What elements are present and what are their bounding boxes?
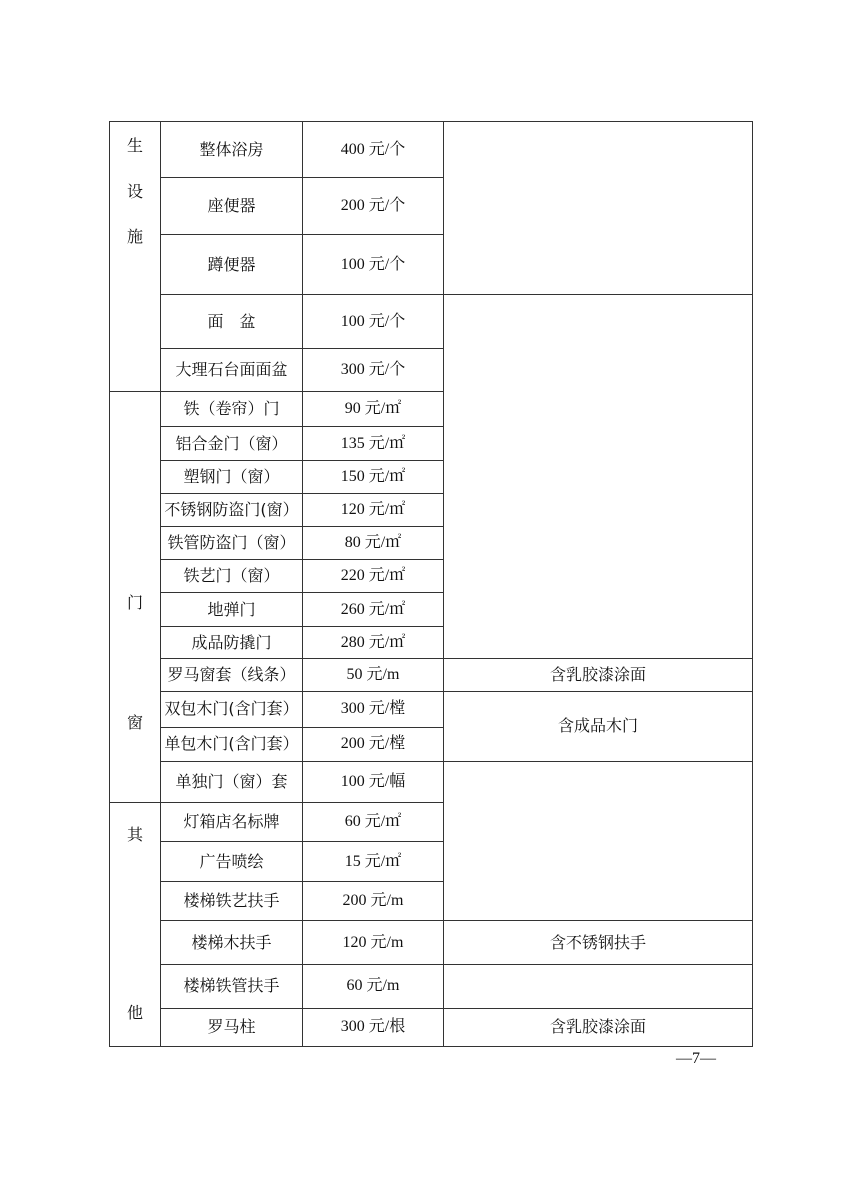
item-name: 罗马窗套（线条）	[161, 659, 303, 692]
item-price: 15 元/㎡	[303, 842, 444, 882]
item-name: 整体浴房	[161, 122, 303, 178]
category-char: 门	[126, 593, 143, 612]
item-price: 100 元/幅	[303, 761, 444, 803]
item-price: 150 元/㎡	[303, 461, 444, 494]
item-name: 铝合金门（窗）	[161, 427, 303, 461]
category-cell-other	[110, 803, 161, 1047]
item-price: 100 元/个	[303, 235, 444, 295]
table-row	[110, 964, 753, 1008]
item-note: 含不锈钢扶手	[444, 921, 753, 964]
item-name: 地弹门	[161, 593, 303, 627]
item-name: 双包木门(含门套）	[161, 692, 303, 728]
item-price: 60 元/m	[303, 964, 444, 1008]
remark-cell	[444, 964, 753, 1008]
item-name: 楼梯铁管扶手	[161, 964, 303, 1008]
item-price: 120 元/㎡	[303, 494, 444, 527]
item-price: 220 元/㎡	[303, 560, 444, 593]
price-table	[109, 121, 753, 1047]
remark-cell	[444, 295, 753, 659]
table-row	[110, 295, 753, 349]
item-price: 60 元/㎡	[303, 803, 444, 842]
item-name: 单独门（窗）套	[161, 761, 303, 803]
item-note: 含乳胶漆涂面	[444, 659, 753, 692]
table-row	[110, 921, 753, 964]
table-row	[110, 122, 753, 178]
item-price: 100 元/个	[303, 295, 444, 349]
item-note: 含成品木门	[444, 692, 753, 762]
item-name: 铁（卷帘）门	[161, 392, 303, 427]
item-name: 楼梯木扶手	[161, 921, 303, 964]
remark-cell	[444, 761, 753, 921]
table-row	[110, 1008, 753, 1046]
category-char: 窗	[126, 713, 143, 732]
item-price: 300 元/根	[303, 1008, 444, 1046]
item-name: 广告喷绘	[161, 842, 303, 882]
page-number: —7—	[676, 1050, 716, 1067]
table-row	[110, 659, 753, 692]
category-char: 生	[126, 136, 143, 155]
item-price: 135 元/㎡	[303, 427, 444, 461]
item-price: 300 元/樘	[303, 692, 444, 728]
item-name: 塑钢门（窗）	[161, 461, 303, 494]
table-row	[110, 761, 753, 803]
table-row	[110, 692, 753, 728]
item-name: 大理石台面面盆	[161, 349, 303, 392]
category-cell-sanitary	[110, 122, 161, 392]
item-price: 90 元/㎡	[303, 392, 444, 427]
item-name: 不锈钢防盗门(窗）	[161, 494, 303, 527]
item-price: 120 元/m	[303, 921, 444, 964]
item-name: 面 盆	[161, 295, 303, 349]
item-name: 座便器	[161, 178, 303, 235]
item-price: 200 元/樘	[303, 727, 444, 761]
category-char: 施	[126, 227, 143, 246]
item-name: 铁管防盗门（窗）	[161, 527, 303, 560]
item-price: 280 元/㎡	[303, 627, 444, 659]
item-price: 200 元/个	[303, 178, 444, 235]
item-name: 单包木门(含门套）	[161, 727, 303, 761]
remark-cell	[444, 122, 753, 295]
item-name: 罗马柱	[161, 1008, 303, 1046]
item-name: 楼梯铁艺扶手	[161, 882, 303, 921]
item-note: 含乳胶漆涂面	[444, 1008, 753, 1046]
item-price: 400 元/个	[303, 122, 444, 178]
item-name: 蹲便器	[161, 235, 303, 295]
category-cell-doors	[110, 392, 161, 803]
item-name: 成品防撬门	[161, 627, 303, 659]
category-char: 他	[126, 1003, 143, 1022]
category-char: 设	[126, 182, 143, 201]
category-char: 其	[126, 825, 143, 844]
item-name: 铁艺门（窗）	[161, 560, 303, 593]
item-price: 300 元/个	[303, 349, 444, 392]
item-name: 灯箱店名标牌	[161, 803, 303, 842]
item-price: 80 元/㎡	[303, 527, 444, 560]
item-price: 50 元/m	[303, 659, 444, 692]
item-price: 200 元/m	[303, 882, 444, 921]
item-price: 260 元/㎡	[303, 593, 444, 627]
